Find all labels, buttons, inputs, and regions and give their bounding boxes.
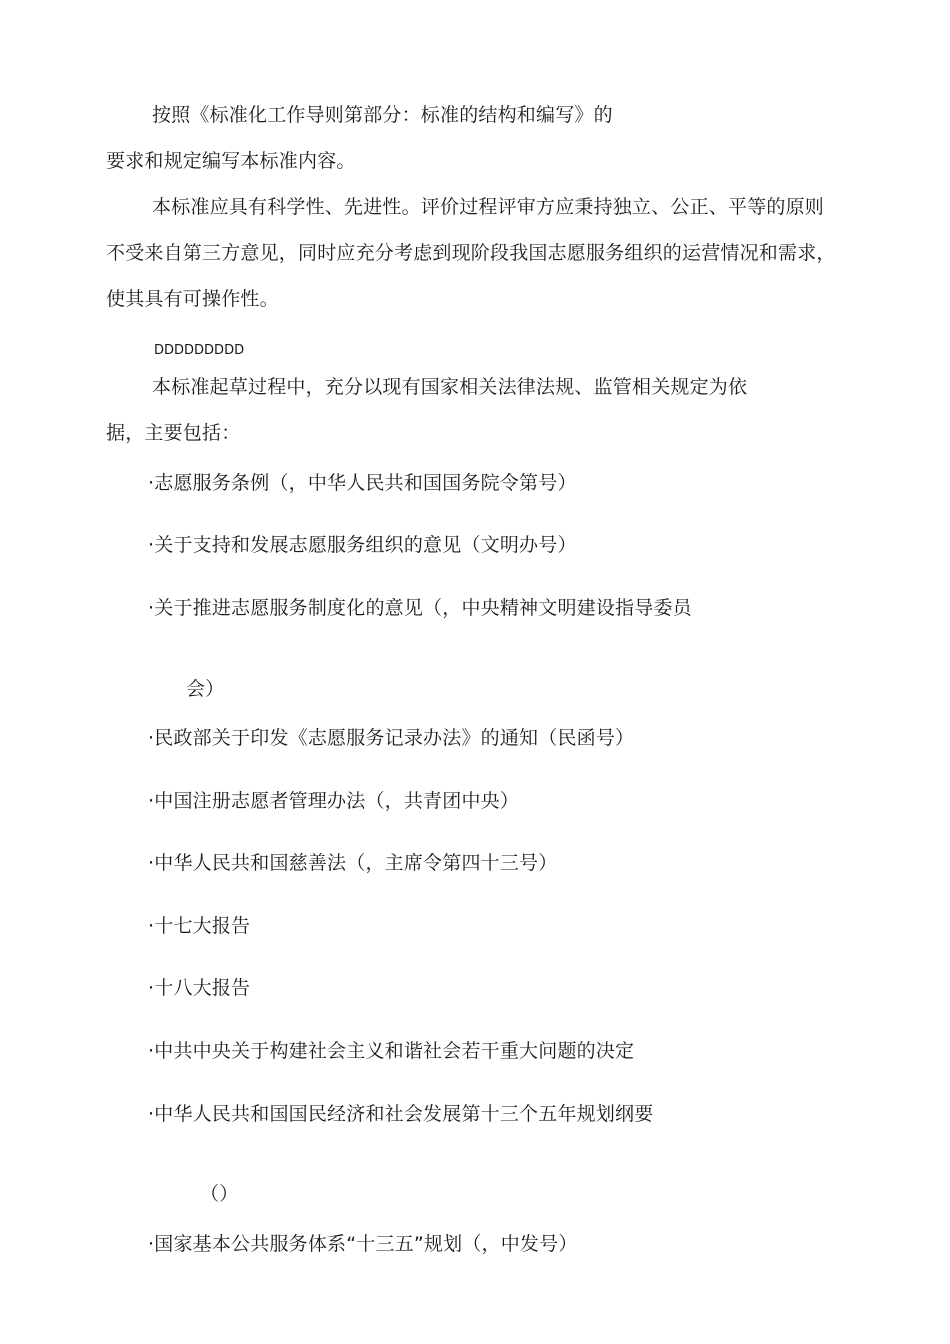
para3-line1: 本标准起草过程中，充分以现有国家相关法律法规、监管相关规定为依 <box>152 376 748 398</box>
list-item-continuation: （） <box>200 1183 239 1205</box>
list-item: ·十八大报告 <box>148 977 251 999</box>
list-item: ·关于支持和发展志愿服务组织的意见（文明办号） <box>148 534 577 556</box>
para1-line2: 要求和规定编写本标准内容。 <box>106 150 356 172</box>
list-item: ·中共中央关于构建社会主义和谐社会若干重大问题的决定 <box>148 1040 635 1062</box>
para2-line2: 不受来自第三方意见，同时应充分考虑到现阶段我国志愿服务组织的运营情况和需求， <box>106 242 836 264</box>
list-item-continuation: 会） <box>186 678 225 700</box>
list-item: ·民政部关于印发《志愿服务记录办法》的通知（民函号） <box>148 727 635 749</box>
para2-line3: 使其具有可操作性。 <box>106 288 279 310</box>
para2-line1: 本标准应具有科学性、先进性。评价过程评审方应秉持独立、公正、平等的原则 <box>152 196 825 218</box>
list-item: ·中华人民共和国慈善法（，主席令第四十三号） <box>148 852 558 874</box>
section-heading-placeholder: DDDDDDDDD <box>154 343 245 358</box>
list-item: ·十七大报告 <box>148 915 251 937</box>
para1-line1: 按照《标准化工作导则第部分：标准的结构和编写》的 <box>152 104 613 126</box>
list-item: ·国家基本公共服务体系“十三五”规划（，中发号） <box>148 1233 578 1255</box>
para3-line2: 据，主要包括： <box>106 422 241 444</box>
list-item: ·关于推进志愿服务制度化的意见（，中央精神文明建设指导委员 <box>148 597 692 619</box>
list-item: ·中华人民共和国国民经济和社会发展第十三个五年规划纲要 <box>148 1103 654 1125</box>
list-item: ·志愿服务条例（，中华人民共和国国务院令第号） <box>148 472 577 494</box>
list-item: ·中国注册志愿者管理办法（，共青团中央） <box>148 790 520 812</box>
